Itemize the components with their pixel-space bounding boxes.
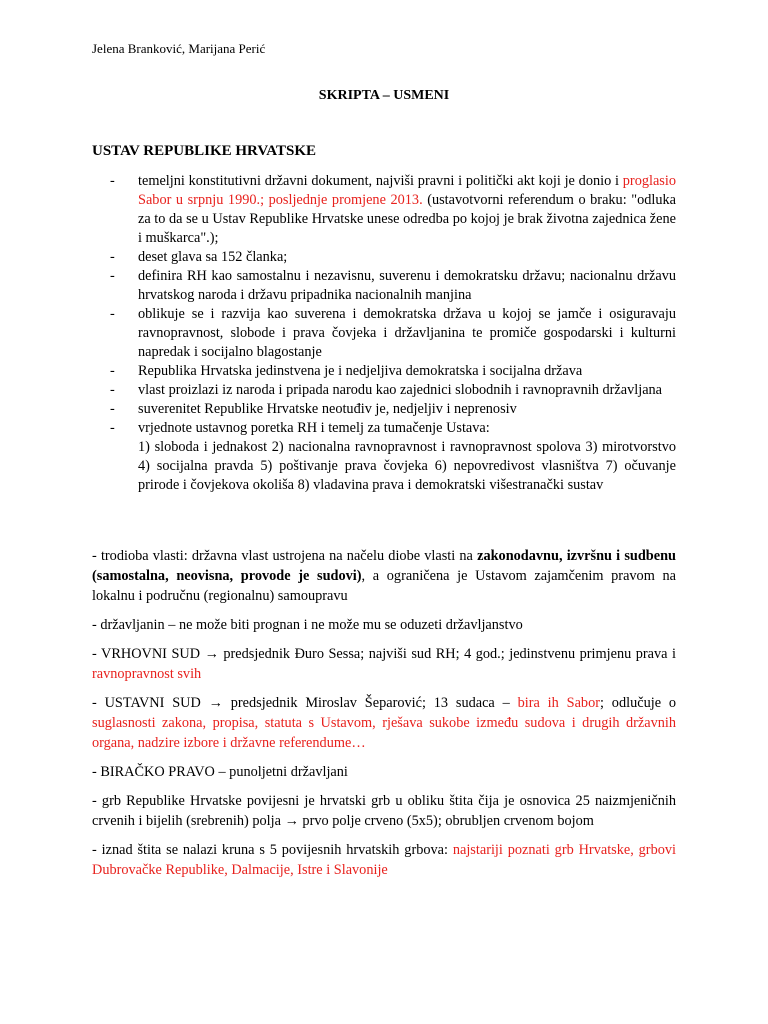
list-item: - Republika Hrvatska jedinstvena je i nedjeljiva demokratska i socijalna država (110, 363, 583, 379)
paragraph-trodioba: - trodioba vlasti: državna vlast ustrojena na načelu diobe vlasti na zakonodavnu, izvršnu i sudbenu (samostalna, neovisna, provode je sudovi), a ograničena je Ustavom zajamčenim pravom na lokalnu i područnu (regionalnu) samoupravu (92, 548, 676, 604)
bold-text: zakonodavnu, izvršnu i sudbenu (samostalna, neovisna, provode je sudovi) (92, 548, 676, 584)
paragraph-vrhovni-sud: - VRHOVNI SUD → predsjednik Đuro Sessa; najviši sud RH; 4 god.; jedinstvenu primjenu prava i ravnopravnost svih (92, 646, 676, 682)
paragraph-ustavni-sud: - USTAVNI SUD → predsjednik Miroslav Šeparović; 13 sudaca – bira ih Sabor; odlučuje o suglasnosti zakona, propisa, statuta s Ustavom, rješava sukobe između sudova i drugih državnih organa, nadzire izbore i državne referendume… (92, 695, 677, 751)
bullet-list (110, 172, 676, 495)
paragraph-drzavljanin: - državljanin – ne može biti prognan i ne može mu se oduzeti državljanstvo (92, 617, 523, 633)
arrow-icon: → (208, 695, 223, 711)
paragraph-grb: - grb Republike Hrvatske povijesni je hrvatski grb u obliku štita čija je osnovica 25 naizmjeničnih crvenih i bijelih (srebrenih) polja → prvo polje crveno (5x5); obrubljen crvenom bojom (92, 793, 676, 829)
list-item: - oblikuje se i razvija kao suverena i demokratska država u kojoj se jamče i osiguravaju ravnopravnost, slobode i prava čovjeka i državljanina te promiče gospodarski i kulturni napredak i socijalno blagostanje (110, 306, 676, 360)
bullet-dash: - (110, 249, 115, 265)
list-item: - definira RH kao samostalnu i nezavisnu, suverenu i demokratsku državu; nacionalnu državu hrvatskog naroda i državu pripadnika nacionalnih manjina (110, 268, 676, 303)
bullet-dash: - (110, 401, 115, 417)
highlight-text: najstariji poznati grb Hrvatske, grbovi Dubrovačke Republike, Dalmacije, Istre i Slavonije (92, 842, 676, 878)
list-item: - suverenitet Republike Hrvatske neotuđiv je, nedjeljiv i neprenosiv (110, 401, 517, 417)
list-item: - vrjednote ustavnog poretka RH i temelj za tumačenje Ustava: 1) sloboda i jednakost 2) nacionalna ravnopravnost i ravnopravnost spolova 3) mirotvorstvo 4) socijalna pravda 5) poštivanje prava čovjeka 6) nepovredivost vlasništva 7) očuvanje prirode i čovjekova okoliša 8) vladavina prava i demokratski višestranački sustav (110, 420, 676, 493)
list-item: - vlast proizlazi iz naroda i pripada narodu kao zajednici slobodnih i ravnopravnih državljana (110, 382, 663, 398)
authors-header: Jelena Branković, Marijana Perić (92, 41, 266, 56)
arrow-icon: → (204, 646, 219, 662)
highlight-text: suglasnosti zakona, propisa, statuta s Ustavom, rješava sukobe između sudova i drugih državnih organa, nadzire izbore i državne referendume… (92, 715, 676, 751)
body-paragraphs (92, 546, 676, 889)
bullet-dash: - (110, 382, 115, 398)
document-title: SKRIPTA – USMENI (318, 88, 450, 103)
highlight-text: proglasio Sabor u srpnju 1990.; posljednje promjene 2013. (138, 173, 676, 208)
bullet-dash: - (110, 420, 115, 436)
paragraph-kruna: - iznad štita se nalazi kruna s 5 povijesnih hrvatskih grbova: najstariji poznati grb Hrvatske, grbovi Dubrovačke Republike, Dalmacije, Istre i Slavonije (92, 842, 676, 878)
bullet-dash: - (110, 268, 115, 284)
highlight-text: ravnopravnost svih (92, 666, 202, 682)
arrow-icon: → (284, 813, 299, 829)
bullet-dash: - (110, 173, 115, 189)
paragraph-biracko-pravo: - BIRAČKO PRAVO – punoljetni državljani (92, 764, 348, 780)
highlight-text: bira ih Sabor (517, 695, 600, 711)
list-item: - temeljni konstitutivni državni dokument, najviši pravni i politički akt koji je donio i proglasio Sabor u srpnju 1990.; posljednje promjene 2013. (ustavotvorni referendum o braku: "odluka za to da se u Ustav Republike Hrvatske unese odredba po kojoj je brak životna zajednica žene i muškarca".); (110, 173, 676, 246)
bullet-dash: - (110, 306, 115, 322)
bullet-dash: - (110, 363, 115, 379)
values-list: 1) sloboda i jednakost 2) nacionalna ravnopravnost i ravnopravnost spolova 3) mirotvorstvo 4) socijalna pravda 5) poštivanje prava čovjeka 6) nepovredivost vlasništva 7) očuvanje prirode i čovjekova okoliša 8) vladavina prava i demokratski višestranački sustav (138, 439, 676, 493)
section-title: USTAV REPUBLIKE HRVATSKE (92, 143, 316, 159)
list-item: - deset glava sa 152 članka; (110, 249, 288, 265)
